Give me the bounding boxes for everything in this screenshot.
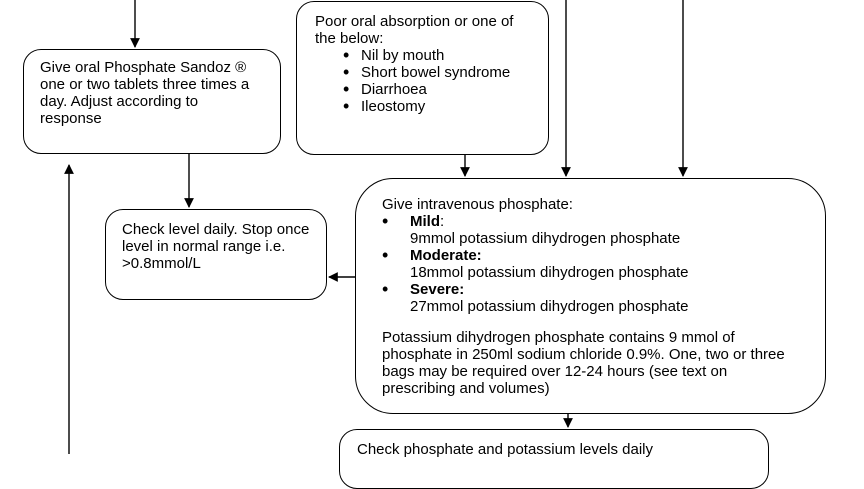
list-item: • Nil by mouth [315, 47, 530, 64]
check-phosphate-potassium-text: Check phosphate and potassium levels daily [357, 441, 654, 458]
check-level-box [105, 209, 327, 300]
check-phosphate-potassium-box [339, 429, 769, 489]
intravenous-phosphate-box [355, 178, 826, 414]
list-item: • Diarrhoea [315, 81, 530, 98]
level-dose: 27mmol potassium dihydrogen phosphate [410, 298, 689, 315]
iv-level-severe [382, 281, 799, 315]
check-level-text: Check level daily. Stop once level in normal range i.e. >0.8mmol/L [122, 221, 310, 272]
iv-note: Potassium dihydrogen phosphate contains 9 mmol of phosphate in 250ml sodium chloride 0.9%. One, two or three bags may be required over 12-24 hours (see text on prescribing and volumes) [382, 329, 785, 397]
level-suffix: : [440, 213, 445, 230]
level-label: Severe: [410, 281, 465, 298]
list-item: • Short bowel syndrome [315, 64, 530, 81]
poor-absorption-list [315, 47, 530, 115]
level-dose: 18mmol potassium dihydrogen phosphate [410, 264, 689, 281]
oral-phosphate-box [23, 49, 281, 154]
level-dose: 9mmol potassium dihydrogen phosphate [410, 230, 681, 247]
list-item: • Ileostomy [315, 98, 530, 115]
iv-level-moderate [382, 247, 799, 281]
iv-levels-list [382, 213, 799, 315]
level-label: Mild [410, 213, 440, 230]
level-label: Moderate: [410, 247, 482, 264]
poor-absorption-intro: Poor oral absorption or one of the below: [315, 13, 514, 47]
oral-phosphate-text: Give oral Phosphate Sandoz ® one or two tablets three times a day. Adjust according to response [40, 59, 250, 127]
iv-heading: Give intravenous phosphate: [382, 196, 573, 213]
poor-absorption-box [296, 1, 549, 155]
iv-level-mild [382, 213, 799, 247]
